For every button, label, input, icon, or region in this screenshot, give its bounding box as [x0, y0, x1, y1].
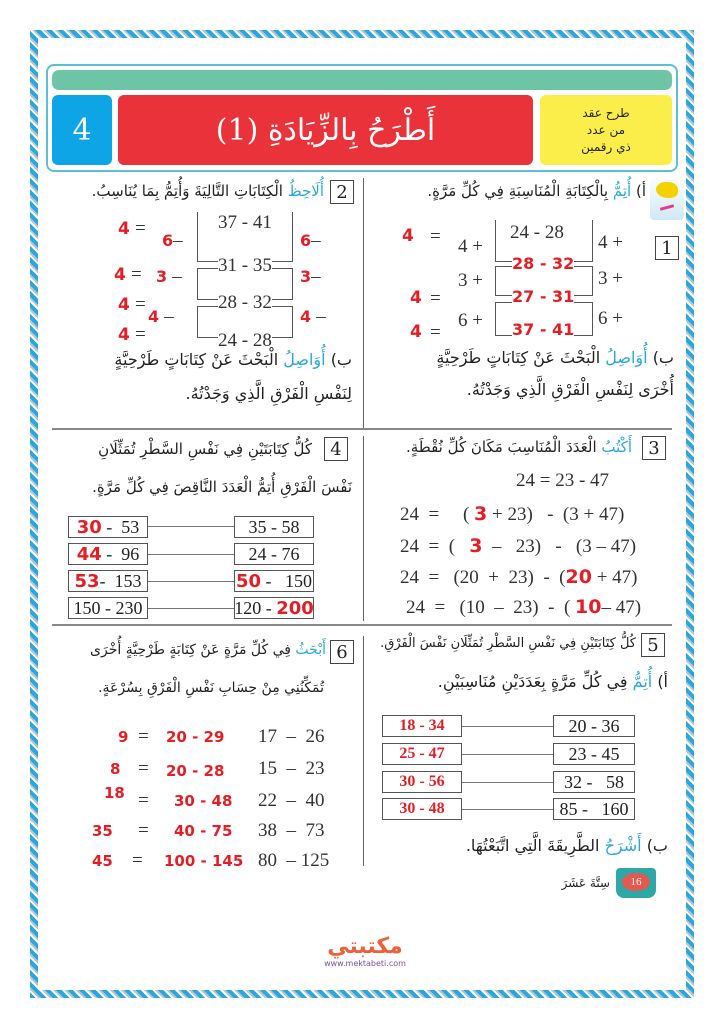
ex4-answer: 30: [76, 516, 102, 538]
ex5-a-rest: فِي كُلِّ مَرَّةٍ بِعَدَدَيْنِ مُنَاسِبَيْنِ.: [437, 672, 628, 691]
ex2-op-right: [300, 306, 326, 328]
ex4-answer: 200: [276, 597, 314, 619]
ex2-op-left: [156, 266, 182, 288]
ex2-answer-line: [118, 294, 146, 316]
ex3-answer: 3: [469, 535, 483, 557]
ex5-right-box: 32 - 58: [553, 771, 635, 793]
ex6-rewrite: 20 - 29: [166, 728, 225, 746]
ex2-b-verb: أُوَاصِلُ: [283, 350, 326, 369]
ex1-op-right: 6 +: [598, 308, 623, 329]
ex4-text: - 150: [261, 570, 313, 591]
ex2-b-line2: لِنَفْسِ الْفَرْقِ الَّذِي وَجَدْتُهُ.: [185, 384, 352, 403]
ex5-right-box: 20 - 36: [553, 715, 635, 737]
connector-line: [148, 554, 234, 555]
ex4-text: - 96: [101, 543, 140, 564]
ex4-text: - 153: [99, 570, 142, 591]
ex2-answer-line: [118, 218, 146, 240]
ex2-row: 24 - 28: [218, 330, 272, 351]
ex2-verb: أُلَاحِظُ: [287, 182, 324, 200]
ex2-part-b: [114, 350, 352, 369]
ex1-answer: 4: [410, 288, 422, 308]
ex2-answer: 4: [114, 265, 126, 285]
equals: =: [138, 790, 149, 811]
connector-line: [462, 754, 554, 755]
ex2-answer: 4: [118, 295, 130, 315]
ex2-row: 31 - 35: [218, 255, 272, 276]
ex1-part-b: [436, 348, 674, 367]
ex4-text: 120 -: [234, 597, 277, 618]
ex1-rest: بِالْكِتَابَةِ الْمُنَاسِبَةِ فِي كُلِّ مَرَّةٍ.: [427, 182, 609, 200]
ex3-given: 24 = 23 - 47: [516, 470, 610, 491]
ex6-original: 15 – 23: [258, 758, 325, 779]
ex1-op-left: 4 +: [458, 236, 483, 257]
equals: =: [130, 264, 142, 285]
ex1-b-verb: أُوَاصِلُ: [605, 348, 648, 367]
ex1-instruction: [427, 182, 646, 200]
ex1-row: 24 - 28: [510, 222, 564, 243]
lesson-tag: [540, 95, 672, 165]
ex6-answer: 18: [104, 784, 125, 802]
ex6-answer: 8: [110, 760, 121, 778]
ex4-text: - 53: [101, 516, 140, 537]
ex2-row: 28 - 32: [218, 292, 272, 313]
ex2-op-value: 6: [162, 231, 174, 250]
ex3-text: 24 = (10 – 23) - (: [406, 597, 571, 618]
ex2-row: 37 - 41: [218, 212, 272, 233]
ex4-right-box: [234, 543, 314, 565]
ex5-a-verb: أُتِمُّ: [632, 672, 653, 691]
ex2-answer-line: [118, 324, 146, 346]
connector-line: [148, 608, 234, 609]
equals: =: [134, 324, 146, 345]
ex3-answer: 10: [575, 596, 602, 618]
logo-url: www.mektabeti.com: [324, 959, 406, 968]
ex5-b-prefix: ب): [646, 836, 668, 855]
ex6-instruction: [90, 642, 326, 658]
equals: =: [134, 218, 146, 239]
ex4-right-box: [234, 516, 314, 538]
ex6-rewrite: 40 - 75: [174, 822, 233, 840]
column-divider: [363, 178, 364, 428]
ex3-line: [400, 566, 638, 589]
ex2-answer: 4: [118, 219, 130, 239]
connector-line: [148, 526, 234, 527]
ex6-number: 6: [330, 640, 354, 664]
ex5-left-box: 25 - 47: [382, 743, 462, 765]
page-number: 16: [622, 873, 650, 891]
ex5-number: 5: [641, 633, 665, 657]
connector-line: [462, 726, 554, 727]
ex4-left-box: [68, 570, 148, 592]
ex1-eq: =: [430, 288, 441, 309]
ex2-op-right: [300, 266, 321, 288]
ex1-answer: 4: [402, 226, 414, 246]
ex5-a-prefix: أ): [657, 672, 668, 691]
ex6-rest: فِي كُلِّ مَرَّةٍ عَنْ كِتَابَةٍ طَرْحِيَّةٍ أُخْرَى: [90, 642, 291, 658]
ex4-left-box: [68, 516, 148, 538]
ex3-text: (: [462, 504, 470, 525]
tag-line: طرح عقد: [582, 105, 630, 120]
ex1-op-left: 6 +: [458, 310, 483, 331]
ex5-right-box: 23 - 45: [553, 743, 635, 765]
ex4-right-box: [234, 597, 314, 619]
ex3-line: [406, 596, 641, 619]
tag-line: ذي رقمين: [581, 139, 631, 154]
ex6-original: 17 – 26: [258, 726, 325, 747]
minus-sign: –: [311, 266, 321, 287]
ex1-op-right: 4 +: [598, 232, 623, 253]
ex2-op-value: 6: [300, 231, 312, 250]
ex1-row-answer: 27 - 31: [512, 287, 575, 306]
bird-icon: [650, 176, 684, 220]
minus-sign: –: [172, 266, 182, 287]
ex5-left-box: 18 - 34: [382, 715, 462, 737]
ex1-answer: 4: [410, 322, 422, 342]
ex2-op-value: 4: [148, 307, 160, 326]
ex4-number: 4: [324, 437, 348, 461]
column-divider: [363, 636, 364, 866]
section-divider: [52, 428, 672, 430]
ex4-line1: كُلُّ كِتَابَتَيْنِ فِي نَفْسِ السَّطْرِ تُمَثِّلَانِ: [98, 440, 312, 458]
ex6-verb: أَبْحَثُ: [295, 642, 326, 658]
ex1-prefix: أ): [635, 182, 646, 200]
ex2-answer: 4: [118, 325, 130, 345]
ex1-b-line2: أُخْرَى لِنَفْسِ الْفَرْقِ الَّذِي وَجَدْتُهُ.: [466, 380, 674, 399]
ex6-original: 80 – 125: [258, 850, 330, 871]
section-divider: [52, 624, 672, 626]
ex1-op-right: 3 +: [598, 268, 623, 289]
ex3-text: – 23) - (3 – 47): [492, 536, 637, 557]
ex1-number: 1: [655, 236, 679, 260]
ex5-part-b: [466, 836, 668, 855]
connector-line: [462, 809, 554, 810]
ex3-line: [400, 535, 636, 558]
ex1-eq: =: [430, 226, 441, 247]
ex3-line: [400, 503, 624, 526]
ex3-text: + 23) - (3 + 47): [492, 504, 625, 525]
ex3-text: 24 = (: [400, 536, 456, 557]
ex5-part-a: [438, 672, 668, 691]
ex6-answer: 45: [92, 852, 113, 870]
lesson-title: أَطْرَحُ بِالزِّيَادَةِ (1): [118, 95, 533, 165]
ex5-b-verb: أَشْرَحُ: [604, 836, 642, 855]
ex6-answer: 35: [92, 822, 113, 840]
ex2-rest: الْكِتَابَاتِ التَّالِيَةَ وَأُتِمُّ بِمَا يُنَاسِبُ.: [91, 182, 283, 200]
ex3-answer: 3: [474, 503, 488, 525]
ex4-left-box: [68, 597, 148, 619]
ex5-line1: كُلُّ كِتَابَتَيْنِ فِي نَفْسِ السَّطْرِ تُمَثِّلَانِ نَفْسَ الْفَرْقِ.: [380, 636, 636, 651]
ex4-text: 150 - 230: [73, 597, 143, 618]
ex2-op-left: [148, 306, 174, 328]
connector-line: [462, 782, 554, 783]
ex1-row-answer: 37 - 41: [512, 320, 575, 339]
ex5-right-box: 85 - 160: [553, 798, 635, 820]
book-icon: [616, 868, 656, 898]
ex2-op-left: [162, 230, 183, 252]
equals: =: [138, 758, 149, 779]
site-logo: [290, 935, 440, 975]
ex5-left-box: 30 - 48: [382, 798, 462, 820]
equals: =: [138, 820, 149, 841]
ex4-left-box: [68, 543, 148, 565]
ex2-b-prefix: ب): [330, 350, 352, 369]
ex1-row-answer: 28 - 32: [512, 254, 575, 273]
ex4-answer: 44: [76, 543, 102, 565]
ex4-right-box: [234, 570, 314, 592]
ex2-number: 2: [330, 180, 354, 204]
minus-sign: –: [173, 230, 183, 251]
ex1-op-left: 3 +: [458, 270, 483, 291]
ex3-text: 24 =: [400, 504, 440, 525]
minus-sign: –: [311, 230, 321, 251]
header-bar: [52, 70, 672, 90]
lesson-number: 4: [52, 95, 112, 165]
ex2-b-rest: الْبَحْثَ عَنْ كِتَابَاتٍ طَرْحِيَّةٍ: [114, 350, 279, 369]
ex6-original: 38 – 73: [258, 820, 325, 841]
ex3-verb: أَكْتُبُ: [601, 438, 632, 456]
ex3-rest: الْعَدَدَ الْمُنَاسِبَ مَكَانَ كُلِّ نُقْطَةٍ.: [405, 438, 597, 456]
logo-text: مكتبتي: [327, 934, 403, 959]
ex1-verb: أُتِمُّ: [612, 182, 632, 200]
ex4-line2: نَفْسَ الْفَرْقِ أُتِمُّ الْعَدَدَ النَّاقِصَ فِي كُلِّ مَرَّةٍ.: [92, 478, 352, 496]
minus-sign: –: [164, 306, 174, 327]
ex3-text: + 47): [591, 567, 638, 588]
equals: =: [138, 726, 149, 747]
equals: =: [132, 850, 143, 871]
ex6-answer: 9: [118, 728, 129, 746]
ex1-b-prefix: ب): [652, 348, 674, 367]
column-divider: [363, 436, 364, 621]
ex3-instruction: [406, 438, 632, 456]
ex2-answer-line: [114, 264, 142, 286]
ex6-rewrite: 30 - 48: [174, 792, 233, 810]
ex6-rewrite: 20 - 28: [166, 762, 225, 780]
connector-line: [148, 581, 234, 582]
ex3-text: – 47): [601, 597, 642, 618]
ex6-line2: تُمَكِّنُنِي مِنْ حِسَابِ نَفْسِ الْفَرْقِ بِسُرْعَةٍ.: [98, 680, 324, 696]
equals: =: [134, 294, 146, 315]
page-word: سِتَّةَ عَشَرَ: [561, 876, 610, 890]
ex2-instruction: [92, 182, 324, 200]
ex2-op-value: 3: [300, 267, 312, 286]
tag-line: من عدد: [586, 122, 626, 137]
ex6-rewrite: 100 - 145: [164, 852, 244, 870]
ex3-text: 24 = (20 + 23) - (: [400, 567, 566, 588]
ex5-left-box: 30 - 56: [382, 771, 462, 793]
ex2-op-value: 4: [300, 307, 312, 326]
ex4-text: 35 - 58: [248, 516, 300, 537]
ex3-number: 3: [642, 436, 666, 460]
minus-sign: –: [316, 306, 326, 327]
ex1-b-rest: الْبَحْثَ عَنْ كِتَابَاتٍ طَرْحِيَّةٍ: [436, 348, 601, 367]
ex4-text: 24 - 76: [248, 543, 300, 564]
ex2-op-value: 3: [156, 267, 168, 286]
ex4-answer: 50: [235, 570, 262, 592]
ex5-b-rest: الطَّرِيقَةَ الَّتِي اتَّبَعْتُهَا.: [465, 836, 600, 855]
ex6-original: 22 – 40: [258, 790, 325, 811]
ex1-eq: =: [430, 322, 441, 343]
ex4-answer: 53: [74, 570, 100, 592]
ex3-answer: 20: [565, 566, 592, 588]
ex2-op-right: [300, 230, 321, 252]
